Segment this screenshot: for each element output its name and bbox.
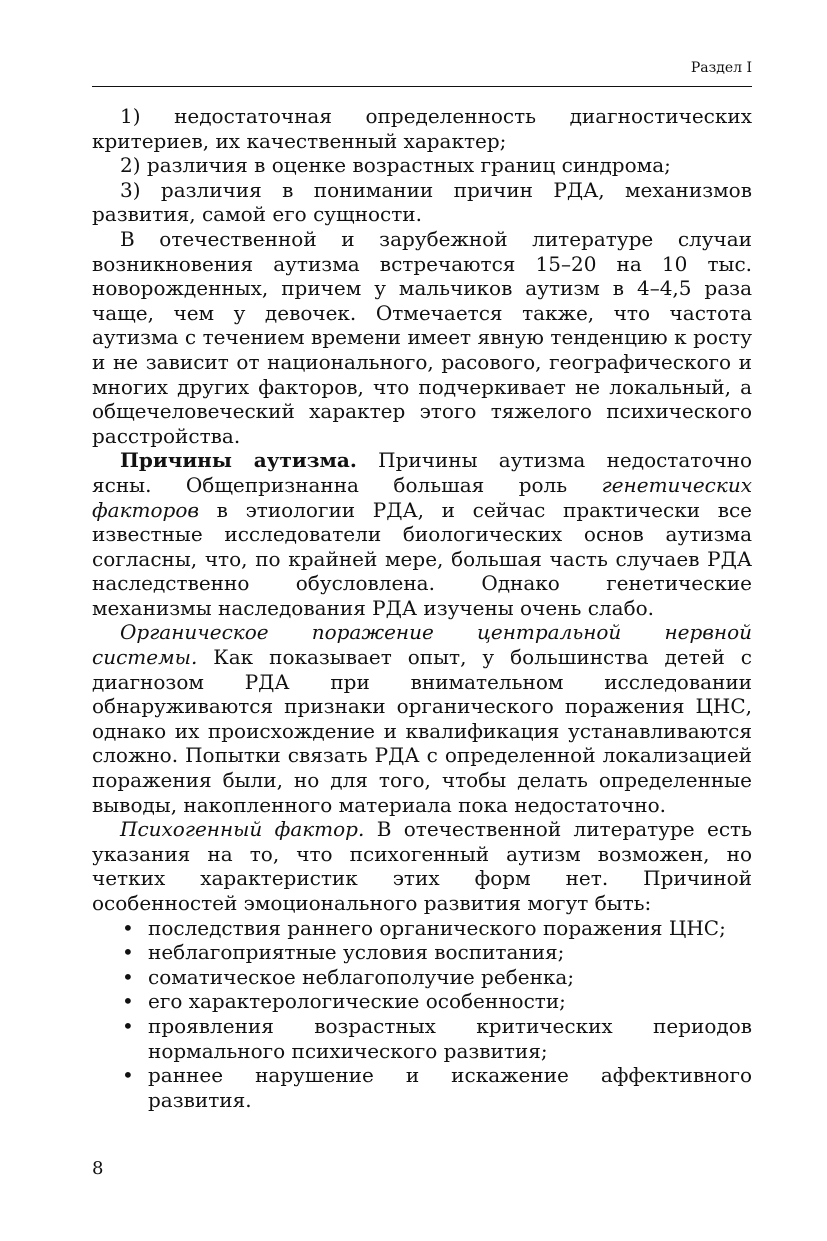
bullet-icon: •	[122, 1013, 134, 1038]
bullet-text: раннее нарушение и искажение аффективного развития.	[148, 1063, 752, 1112]
bullet-text: последствия раннего органического поражения ЦНС;	[148, 915, 726, 940]
bullet-text: неблагоприятные условия воспитания;	[148, 940, 565, 965]
psychogenic-heading: Психогенный фактор.	[120, 817, 365, 842]
section-header: Раздел I	[690, 60, 752, 76]
bullet-icon: •	[122, 1063, 134, 1088]
psychogenic-text: В отечественной литературе есть указания на то, что психогенный аутизм возможен, но четких характеристик этих форм нет. Причиной особенностей эмоционального развития могут быть:	[92, 817, 752, 915]
organic-text: Как показывает опыт, у большинства детей с диагнозом РДА при внимательном исследовании обнаруживаются признаки органического поражения ЦНС, однако их происхождение и квалификация устанавливаются сложно. Попытки связать РДА с определенной локализацией поражения были, но для того, чтобы делать определенные выводы, накопленного материала пока недостаточно.	[92, 645, 752, 817]
paragraph-causes	[92, 448, 752, 620]
bullet-list	[92, 916, 752, 1113]
causes-heading: Причины аутизма.	[120, 448, 357, 473]
bullet-item	[122, 940, 752, 965]
list-item-2: 2) различия в оценке возрастных границ синдрома;	[120, 153, 671, 178]
paragraph-organic	[92, 620, 752, 817]
causes-text-1: Причины аутизма недостаточно ясны. Общепризнанна большая роль	[92, 448, 752, 497]
organic-heading: Органическое поражение центральной нервной системы.	[92, 620, 752, 670]
list-item-1: 1) недостаточная определенность диагностических критериев, их качественный характер;	[92, 104, 752, 153]
paragraph-psychogenic	[92, 817, 752, 915]
bullet-icon: •	[122, 964, 134, 989]
bullet-icon: •	[122, 915, 134, 940]
header-divider	[92, 86, 752, 87]
bullet-item	[122, 989, 752, 1014]
bullet-text: соматическое неблагополучие ребенка;	[148, 964, 575, 989]
genetic-factors-term: генетических факторов	[92, 472, 752, 522]
bullet-text: его характерологические особенности;	[148, 989, 566, 1014]
bullet-icon: •	[122, 940, 134, 965]
causes-text-2: в этиологии РДА, и сейчас практически все известные исследователи биологических основ аутизма согласны, что, по крайней мере, большая часть случаев РДА наследственно обусловлена. Однако генетические механизмы наследования РДА изучены очень слабо.	[92, 497, 752, 620]
bullet-item	[122, 1063, 752, 1112]
bullet-item	[122, 964, 752, 990]
page-number: 8	[92, 1158, 104, 1179]
list-item-3: 3) различия в понимании причин РДА, механизмов развития, самой его сущности.	[92, 177, 752, 227]
body-text	[92, 104, 752, 1112]
bullet-icon: •	[122, 989, 134, 1014]
bullet-text: проявления возрастных критических периодов нормального психического развития;	[148, 1013, 752, 1063]
bullet-item	[122, 915, 752, 941]
paragraph-prevalence: В отечественной и зарубежной литературе случаи возникновения аутизма встречаются 15–20 на 10 тыс. новорожденных, причем у мальчиков аутизм в 4–4,5 раза чаще, чем у девочек. Отмечается также, что частота аутизма с течением времени имеет явную тенденцию к росту и не зависит от национального, расового, географического и многих других факторов, что подчеркивает не локальный, а общечеловеческий характер этого тяжелого психического расстройства.	[92, 226, 752, 448]
bullet-item	[122, 1013, 752, 1063]
